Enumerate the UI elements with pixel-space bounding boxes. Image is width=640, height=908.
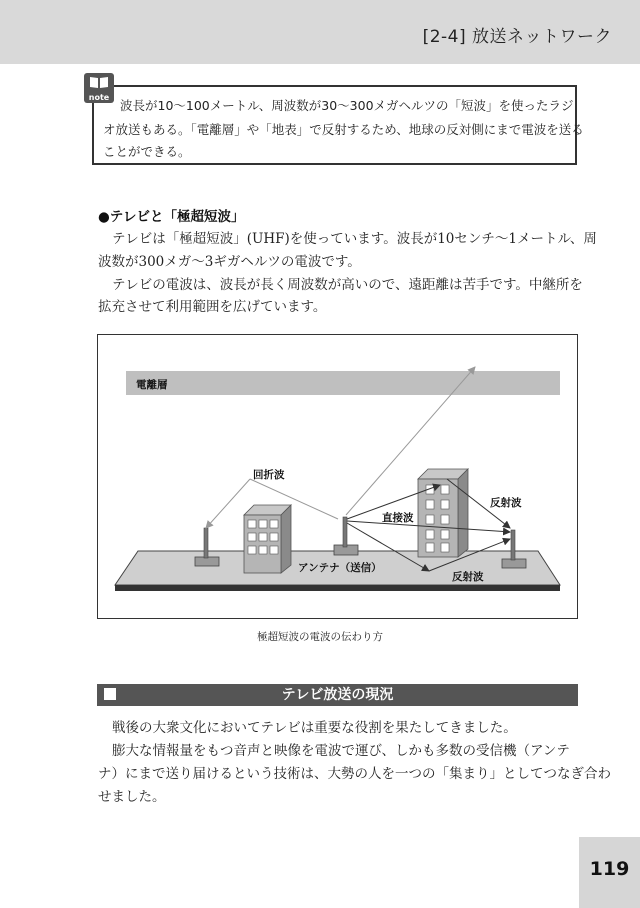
diffraction-wave-left	[206, 479, 250, 528]
uhf-propagation-figure	[97, 334, 578, 619]
antenna-left	[195, 528, 219, 566]
antenna-label: アンテナ（送信）	[298, 562, 382, 574]
body-text-line: せました。	[98, 789, 166, 805]
body-text-line: テレビは「極超短波」(UHF)を使っています。波長が10センチ〜1メートル、周	[112, 231, 597, 247]
direct-wave-label: 直接波	[382, 512, 414, 524]
body-text-line: ナ）にまで送り届けるという技術は、大勢の人を一つの「集まり」としてつなぎ合わ	[98, 766, 611, 782]
ionosphere-band	[126, 371, 560, 395]
note-line: 波長が10〜100メートル、周波数が30〜300メガヘルツの「短波」を使ったラジ	[120, 98, 574, 113]
figure-caption: 極超短波の電波の伝わり方	[257, 631, 383, 643]
reflected-wave-label-top: 反射波	[490, 497, 522, 509]
book-icon	[84, 73, 114, 103]
ionosphere-label: 電離層	[136, 379, 168, 391]
body-text-line: 膨大な情報量をもつ音声と映像を電波で運び、しかも多数の受信機（アンテ	[112, 743, 570, 759]
antenna-right	[502, 530, 526, 568]
antenna-transmitter	[334, 517, 358, 555]
note-line: ことができる。	[103, 144, 191, 159]
note-line: オ放送もある。「電離層」や「地表」で反射するため、地球の反対側にまで電波を送る	[103, 122, 584, 137]
body-text-line: 波数が300メガ〜3ギガヘルツの電波です。	[98, 254, 361, 270]
note-icon-label: note	[88, 93, 110, 102]
page-header	[0, 0, 640, 64]
reflected-wave-label-bottom: 反射波	[452, 571, 484, 583]
body-text-line: テレビの電波は、波長が長く周波数が高いので、遠距離は苦手です。中継所を	[112, 277, 583, 293]
section-heading: ●テレビと「極超短波」	[98, 209, 245, 225]
body-text-line: 拡充させて利用範囲を広げています。	[98, 299, 327, 315]
propagation-diagram	[98, 335, 579, 620]
body-text-line: 戦後の大衆文化においてテレビは重要な役割を果たしてきました。	[112, 720, 517, 736]
ground-edge	[115, 585, 560, 591]
header-title: [2-4] 放送ネットワーク	[422, 27, 612, 47]
diffraction-label: 回折波	[253, 469, 285, 481]
section-title: テレビ放送の現況	[281, 687, 394, 703]
page-number: 119	[589, 858, 630, 880]
